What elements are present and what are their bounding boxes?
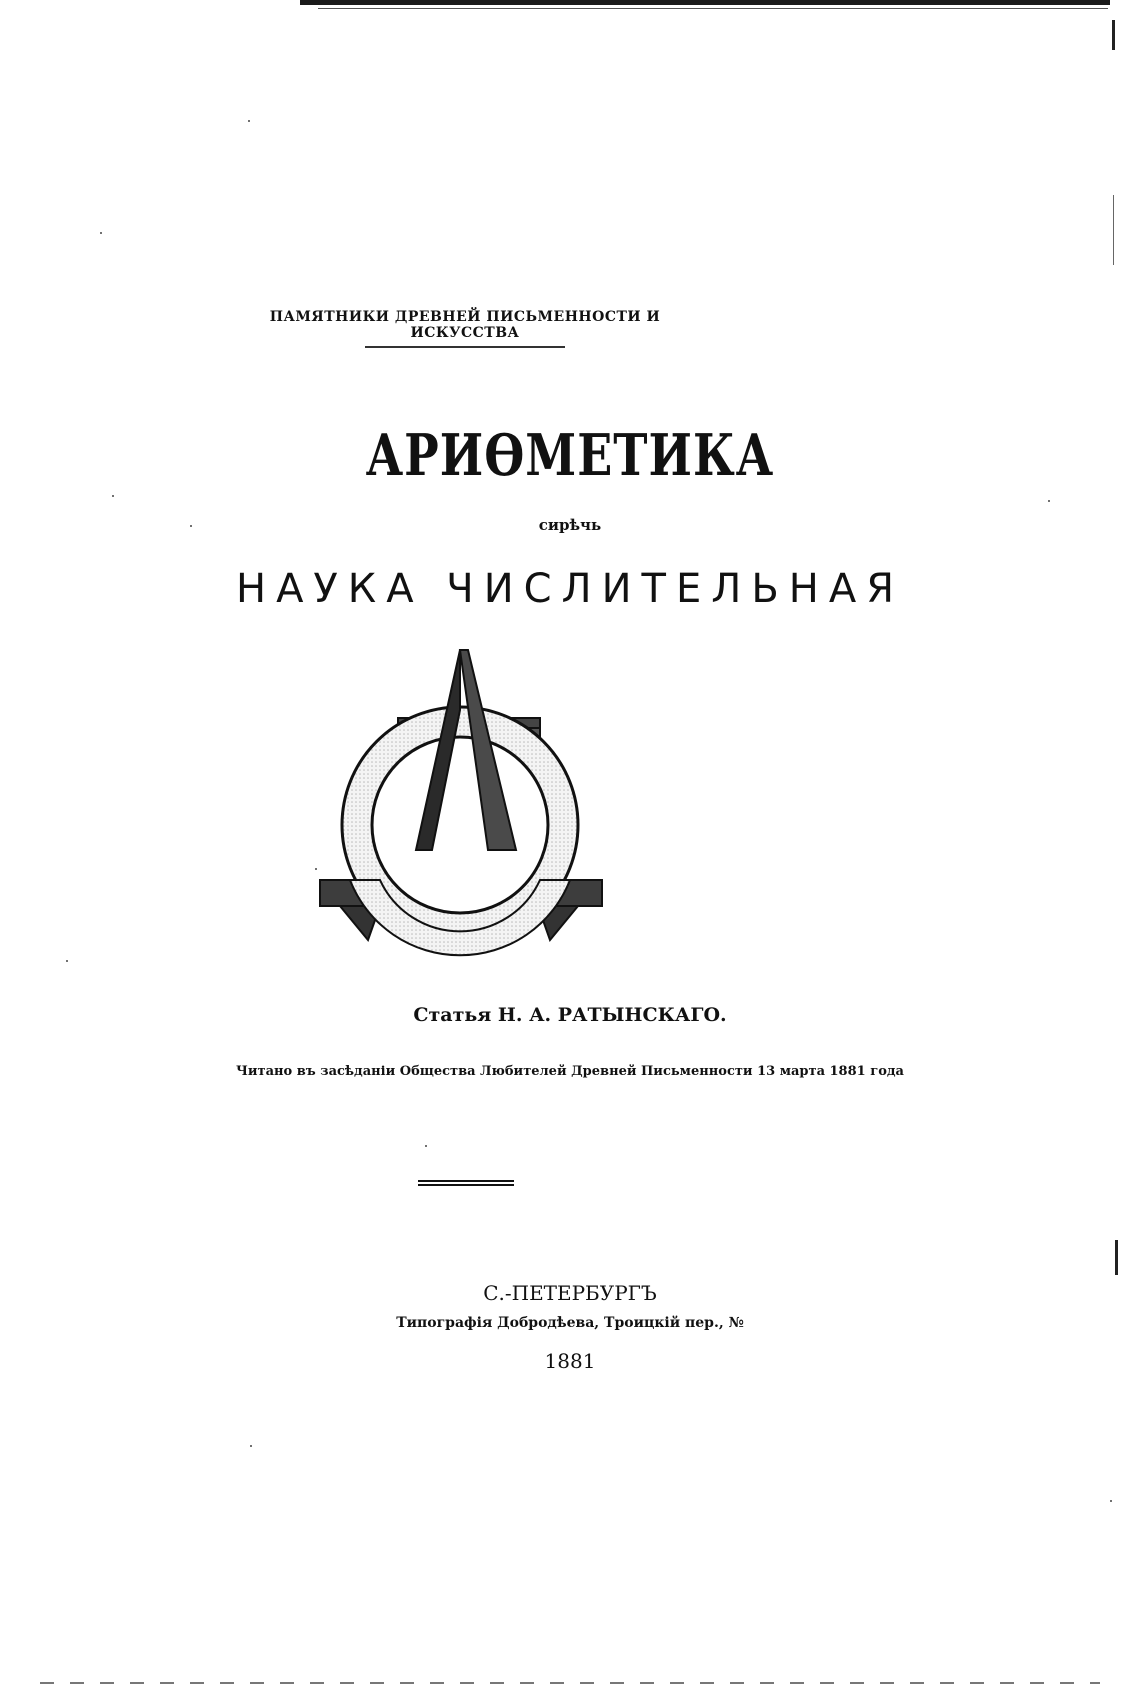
double-rule-divider — [418, 1180, 514, 1186]
imprint-printer: Типографія Добродѣева, Троицкій пер., № — [396, 1315, 744, 1331]
speck — [1048, 500, 1050, 502]
alpha-omega-emblem — [310, 640, 610, 960]
scan-top-rule-thin — [318, 8, 1108, 9]
scan-bottom-noise — [40, 1682, 1100, 1684]
speck — [112, 495, 114, 497]
imprint-year: 1881 — [544, 1349, 596, 1373]
series-title: ПАМЯТНИКИ ДРЕВНЕЙ ПИСЬМЕННОСТИ И ИСКУССТВА — [269, 309, 661, 341]
subtitle: НАУКА ЧИСЛИТЕЛЬНАЯ — [235, 566, 905, 612]
author-line: Статья Н. А. РАТЫНСКАГО. — [413, 1004, 727, 1026]
speck — [66, 960, 68, 962]
speck — [248, 120, 250, 122]
scan-edge-mark — [1112, 20, 1115, 50]
reading-note: Читано въ засѣданіи Общества Любителей Древней Письменности 13 марта 1881 года — [236, 1064, 904, 1079]
imprint-city: С.-ПЕТЕРБУРГЪ — [483, 1281, 657, 1305]
speck — [425, 1145, 427, 1147]
title-connector: сирѣчь — [538, 516, 602, 534]
scan-top-rule — [300, 0, 1110, 5]
series-rule — [365, 346, 565, 348]
scan-edge-mark — [1113, 195, 1114, 265]
main-title: АРИѲМЕТИКА — [365, 421, 775, 489]
speck — [250, 1445, 252, 1447]
scan-edge-mark — [1115, 1240, 1118, 1275]
speck — [1110, 1500, 1112, 1502]
emblem-ring-inner — [372, 737, 548, 913]
speck — [100, 232, 102, 234]
